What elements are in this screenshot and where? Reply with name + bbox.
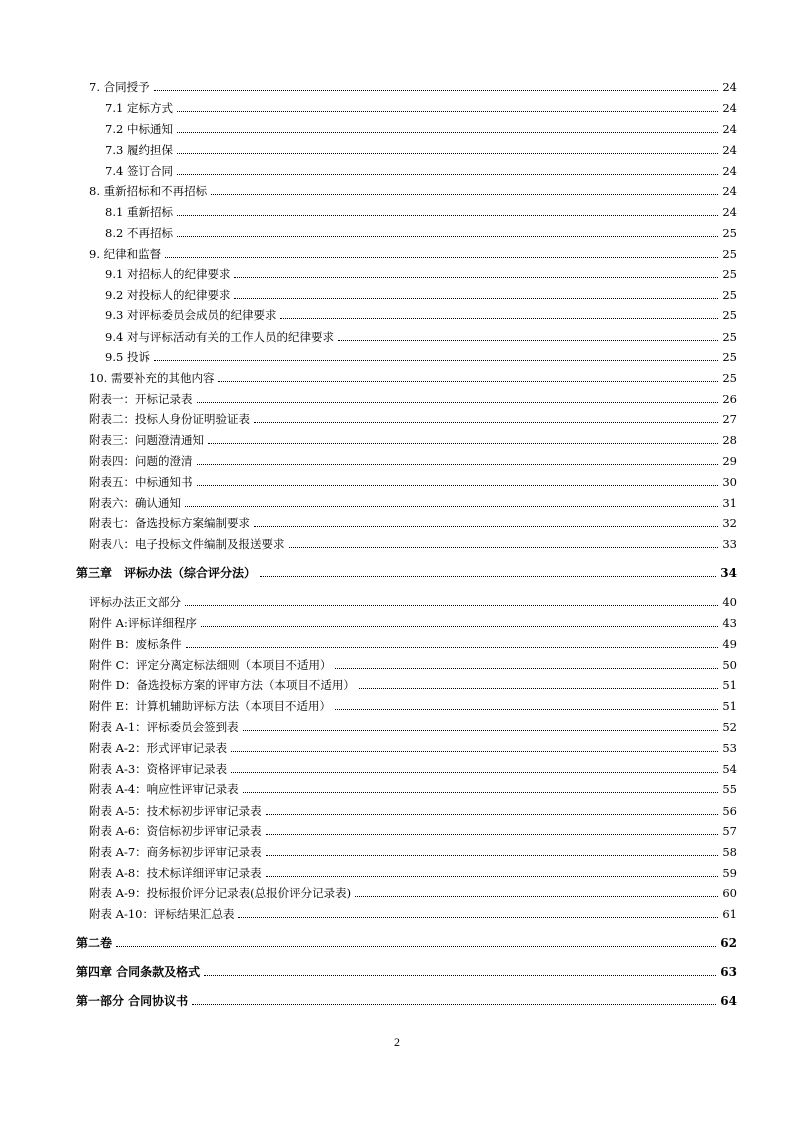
toc-entry-page: 53 (722, 741, 737, 755)
toc-entry-page: 54 (722, 762, 737, 776)
toc-entry-page: 24 (722, 164, 737, 178)
toc-entry-label: 第四章 合同条款及格式 (76, 965, 201, 979)
dot-leader (266, 876, 719, 877)
toc-entry-page: 31 (722, 496, 737, 510)
dot-leader (197, 402, 719, 403)
toc-entry[interactable] (89, 782, 737, 796)
toc-entry[interactable] (89, 804, 737, 818)
toc-entry-label: 9.5 投诉 (105, 350, 150, 364)
toc-entry-page: 25 (722, 371, 737, 385)
toc-entry-label: 附表 A-8：技术标详细评审记录表 (89, 866, 262, 880)
toc-entry[interactable] (105, 267, 737, 281)
toc-entry[interactable] (105, 143, 737, 157)
toc-entry-page: 26 (722, 392, 737, 406)
dot-leader (185, 506, 718, 507)
toc-entry-label: 附件 A:评标详细程序 (89, 616, 197, 630)
dot-leader (266, 855, 719, 856)
toc-entry-label: 8.1 重新招标 (105, 205, 173, 219)
toc-entry[interactable] (105, 205, 737, 219)
toc-entry-page: 24 (722, 184, 737, 198)
toc-entry-label: 9. 纪律和监督 (89, 247, 162, 261)
dot-leader (338, 340, 718, 341)
toc-entry-label: 7. 合同授予 (89, 80, 150, 94)
toc-entry[interactable] (105, 308, 737, 322)
dot-leader (165, 257, 718, 258)
toc-entry-label: 附表 A-10：评标结果汇总表 (89, 907, 235, 921)
toc-entry[interactable] (89, 658, 737, 672)
toc-entry-label: 附表 A-3：资格评审记录表 (89, 762, 228, 776)
toc-entry-page: 30 (722, 475, 737, 489)
dot-leader (177, 111, 718, 112)
dot-leader (238, 917, 718, 918)
toc-entry[interactable] (89, 516, 737, 530)
toc-entry-page: 63 (720, 965, 737, 979)
toc-entry[interactable] (89, 699, 737, 713)
toc-chapter-entry[interactable] (76, 936, 737, 950)
toc-entry[interactable] (105, 330, 737, 344)
toc-entry-page: 56 (722, 804, 737, 818)
dot-leader (186, 647, 719, 648)
toc-entry-label: 第三章 评标办法（综合评分法） (76, 566, 257, 580)
toc-entry-page: 25 (722, 247, 737, 261)
dot-leader (260, 576, 716, 577)
dot-leader (116, 946, 716, 947)
toc-entry-label: 附表七：备选投标方案编制要求 (89, 516, 250, 530)
toc-entry-label: 附表 A-2：形式评审记录表 (89, 741, 228, 755)
toc-entry-label: 附件 C：评定分离定标法细则（本项目不适用） (89, 658, 332, 672)
toc-entry-label: 7.4 签订合同 (105, 164, 173, 178)
dot-leader (335, 709, 718, 710)
toc-entry[interactable] (89, 371, 737, 385)
toc-entry-page: 50 (722, 658, 737, 672)
toc-entry-label: 附表二：投标人身份证明验证表 (89, 412, 250, 426)
toc-entry-page: 51 (722, 678, 737, 692)
toc-entry[interactable] (89, 392, 737, 406)
toc-entry-page: 24 (722, 205, 737, 219)
dot-leader (243, 730, 719, 731)
toc-entry-page: 40 (722, 595, 737, 609)
toc-entry-label: 8.2 不再招标 (105, 226, 173, 240)
toc-entry-page: 61 (722, 907, 737, 921)
toc-entry-page: 25 (722, 350, 737, 364)
toc-entry-page: 59 (722, 866, 737, 880)
toc-entry-label: 附件 B：废标条件 (89, 637, 182, 651)
toc-entry-page: 24 (722, 143, 737, 157)
dot-leader (211, 194, 718, 195)
toc-entry-page: 49 (722, 637, 737, 651)
toc-entry-label: 附表四：问题的澄清 (89, 454, 193, 468)
dot-leader (192, 1004, 716, 1005)
toc-entry-label: 附表 A-9：投标报价评分记录表(总报价评分记录表) (89, 886, 352, 900)
toc-entry-page: 29 (722, 454, 737, 468)
toc-entry-page: 62 (720, 936, 737, 950)
toc-entry-label: 7.1 定标方式 (105, 101, 173, 115)
toc-entry-page: 32 (722, 516, 737, 530)
toc-entry[interactable] (89, 762, 737, 776)
toc-entry-label: 附表一：开标记录表 (89, 392, 193, 406)
toc-entry-page: 43 (722, 616, 737, 630)
toc-entry-page: 24 (722, 101, 737, 115)
toc-entry-page: 64 (720, 994, 737, 1008)
toc-entry[interactable] (89, 184, 737, 198)
toc-entry-page: 24 (722, 122, 737, 136)
toc-entry[interactable] (89, 637, 737, 651)
toc-entry-label: 第一部分 合同协议书 (76, 994, 189, 1008)
toc-entry[interactable] (89, 595, 737, 609)
toc-entry-label: 7.3 履约担保 (105, 143, 173, 157)
dot-leader (177, 132, 718, 133)
dot-leader (266, 814, 719, 815)
toc-entry-label: 附表 A-1：评标委员会签到表 (89, 720, 239, 734)
toc-entry[interactable] (89, 741, 737, 755)
toc-entry-label: 附表八：电子投标文件编制及报送要求 (89, 537, 285, 551)
toc-entry-label: 9.1 对招标人的纪律要求 (105, 267, 231, 281)
toc-entry[interactable] (89, 845, 737, 859)
toc-entry-page: 52 (722, 720, 737, 734)
toc-chapter-entry[interactable] (76, 965, 737, 979)
dot-leader (154, 90, 719, 91)
toc-entry-page: 58 (722, 845, 737, 859)
toc-entry[interactable] (105, 350, 737, 364)
toc-entry[interactable] (89, 824, 737, 838)
dot-leader (289, 547, 719, 548)
toc-entry-label: 附表 A-5：技术标初步评审记录表 (89, 804, 262, 818)
toc-entry-label: 9.4 对与评标活动有关的工作人员的纪律要求 (105, 330, 334, 344)
toc-entry[interactable] (89, 433, 737, 447)
dot-leader (231, 751, 718, 752)
toc-entry-label: 附表三：问题澄清通知 (89, 433, 204, 447)
toc-entry-page: 25 (722, 226, 737, 240)
toc-entry-page: 51 (722, 699, 737, 713)
toc-entry[interactable] (89, 907, 737, 921)
dot-leader (359, 688, 718, 689)
toc-entry[interactable] (105, 101, 737, 115)
dot-leader (177, 174, 718, 175)
toc-entry[interactable] (105, 164, 737, 178)
toc-entry-page: 57 (722, 824, 737, 838)
toc-chapter-entry[interactable] (76, 994, 737, 1008)
dot-leader (234, 277, 718, 278)
toc-entry[interactable] (89, 247, 737, 261)
toc-entry-page: 25 (722, 330, 737, 344)
toc-entry[interactable] (89, 720, 737, 734)
dot-leader (185, 605, 718, 606)
toc-entry-label: 附表 A-4：响应性评审记录表 (89, 782, 239, 796)
toc-entry-label: 附件 D：备选投标方案的评审方法（本项目不适用） (89, 678, 355, 692)
toc-entry[interactable] (89, 537, 737, 551)
toc-entry-page: 28 (722, 433, 737, 447)
page-number: 2 (394, 1035, 400, 1049)
toc-entry-page: 34 (720, 566, 737, 580)
dot-leader (204, 975, 716, 976)
dot-leader (254, 422, 718, 423)
toc-entry-label: 第二卷 (76, 936, 113, 950)
toc-entry-page: 25 (722, 267, 737, 281)
toc-entry-page: 25 (722, 308, 737, 322)
toc-entry-label: 附表 A-6：资信标初步评审记录表 (89, 824, 262, 838)
dot-leader (243, 792, 719, 793)
toc-entry-label: 7.2 中标通知 (105, 122, 173, 136)
toc-entry[interactable] (89, 886, 737, 900)
toc-entry[interactable] (105, 288, 737, 302)
dot-leader (218, 381, 718, 382)
dot-leader (208, 443, 718, 444)
dot-leader (154, 360, 718, 361)
toc-entry-label: 10. 需要补充的其他内容 (89, 371, 215, 385)
dot-leader (201, 626, 719, 627)
toc-entry[interactable] (89, 678, 737, 692)
toc-entry-page: 25 (722, 288, 737, 302)
toc-entry[interactable] (89, 454, 737, 468)
dot-leader (234, 298, 718, 299)
toc-entry[interactable] (89, 496, 737, 510)
toc-entry-label: 8. 重新招标和不再招标 (89, 184, 208, 198)
toc-entry-label: 附表六：确认通知 (89, 496, 181, 510)
toc-entry-label: 附表五：中标通知书 (89, 475, 193, 489)
toc-entry[interactable] (89, 866, 737, 880)
dot-leader (177, 153, 718, 154)
toc-entry[interactable] (89, 475, 737, 489)
toc-chapter-entry[interactable] (76, 566, 737, 580)
toc-entry[interactable] (89, 80, 737, 94)
toc-entry-label: 9.2 对投标人的纪律要求 (105, 288, 231, 302)
dot-leader (197, 485, 719, 486)
toc-entry-label: 附表 A-7：商务标初步评审记录表 (89, 845, 262, 859)
toc-entry[interactable] (89, 412, 737, 426)
toc-entry-label: 9.3 对评标委员会成员的纪律要求 (105, 308, 277, 322)
dot-leader (335, 668, 718, 669)
dot-leader (355, 896, 718, 897)
toc-entry[interactable] (105, 226, 737, 240)
dot-leader (177, 236, 718, 237)
toc-entry-page: 33 (722, 537, 737, 551)
dot-leader (280, 318, 718, 319)
toc-entry-page: 60 (722, 886, 737, 900)
toc-entry-label: 评标办法正文部分 (89, 595, 181, 609)
dot-leader (266, 834, 719, 835)
toc-entry[interactable] (89, 616, 737, 630)
dot-leader (197, 464, 719, 465)
toc-entry-label: 附件 E：计算机辅助评标方法（本项目不适用） (89, 699, 332, 713)
toc-entry-page: 27 (722, 412, 737, 426)
toc-entry-page: 24 (722, 80, 737, 94)
dot-leader (231, 772, 718, 773)
dot-leader (177, 215, 718, 216)
toc-entry-page: 55 (722, 782, 737, 796)
toc-entry[interactable] (105, 122, 737, 136)
dot-leader (254, 526, 718, 527)
